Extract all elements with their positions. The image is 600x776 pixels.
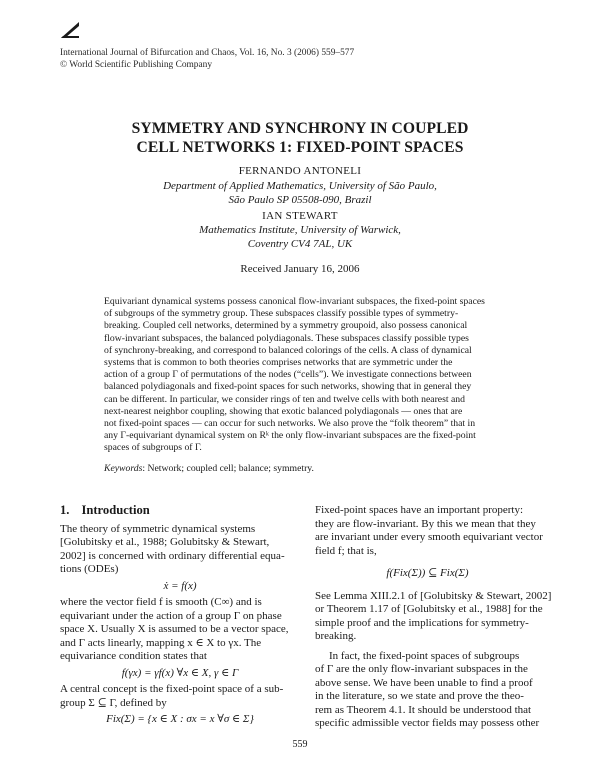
equation: Fix(Σ) = {x ∈ X : σx = x ∀σ ∈ Σ} bbox=[106, 713, 254, 725]
spacer bbox=[315, 558, 540, 564]
abstract-line: of synchrony-breaking, and correspond to balanced colorings of the cells. A class of dynamical bbox=[104, 344, 472, 356]
author-affiliation bbox=[0, 224, 600, 251]
body-line: rem as Theorem 4.1. It should be understood that bbox=[315, 703, 532, 716]
affiliation-line: Mathematics Institute, University of Warwick, bbox=[199, 224, 401, 236]
abstract-line: balanced polydiagonals and fixed-point spaces for such networks, showing that in general they bbox=[104, 381, 472, 393]
title-line-1: SYMMETRY AND SYNCHRONY IN COUPLED bbox=[131, 120, 469, 137]
abstract-line: action of a group Γ of permutations of the nodes (“cells”). We investigate connections between bbox=[104, 369, 472, 381]
body-line: See Lemma XIII.2.1 of [Golubitsky & Stewart, 2002] bbox=[315, 589, 552, 602]
body-line: tions (ODEs) bbox=[60, 563, 119, 575]
section-number: 1. bbox=[60, 503, 70, 517]
title-line-2: CELL NETWORKS 1: FIXED-POINT SPACES bbox=[136, 138, 464, 156]
abstract-line: flow-invariant subspaces, the balanced polydiagonals. These subspaces classify possible types bbox=[104, 332, 469, 344]
right-column bbox=[315, 504, 552, 731]
abstract-line: next-nearest neighbor coupling, showing that exotic balanced polydiagonals — ones that are bbox=[104, 405, 463, 417]
author-name: FERNANDO ANTONELI bbox=[238, 165, 362, 177]
abstract-line: systems that is common to both theories comprises networks that are symmetric under the bbox=[104, 357, 453, 369]
abstract-line: spaces of subgroups of Γ. bbox=[104, 442, 202, 454]
abstract-line: breaking. Coupled cell networks, determined by a symmetry groupoid, also possess canonical bbox=[104, 320, 468, 332]
equation: f(Fix(Σ)) ⊆ Fix(Σ) bbox=[386, 567, 469, 579]
journal-header bbox=[60, 48, 354, 72]
received-date: Received January 16, 2006 bbox=[240, 263, 360, 275]
body-line: they are flow-invariant. By this we mean that they bbox=[315, 517, 536, 530]
body-line: of Γ are the only flow-invariant subspaces in the bbox=[315, 663, 528, 675]
body-line: where the vector field f is smooth (C∞) and is bbox=[60, 596, 262, 608]
affiliation-line: Coventry CV4 7AL, UK bbox=[247, 237, 353, 250]
body-line: or Theorem 1.17 of [Golubitsky et al., 1988] for the bbox=[315, 603, 543, 615]
body-line: equivariant under the action of a group Γ on phase bbox=[60, 609, 282, 622]
body-line: breaking. bbox=[315, 630, 357, 642]
abstract-line: can be different. In particular, we consider rings of ten and twelve cells with both nearest and bbox=[104, 393, 465, 405]
copyright-line: © World Scientific Publishing Company bbox=[60, 59, 213, 70]
body-line: field f; that is, bbox=[315, 544, 377, 557]
journal-citation: International Journal of Bifurcation and Chaos, Vol. 16, No. 3 (2006) 559–577 bbox=[60, 48, 355, 58]
equation: ẋ = f(x) bbox=[163, 579, 197, 592]
section-title: Introduction bbox=[81, 503, 150, 517]
section-heading bbox=[60, 504, 300, 518]
body-line: and Γ acts linearly, mapping x ∈ X to γx. The bbox=[60, 636, 262, 649]
abstract-line: any Γ-equivariant dynamical system on Rᵏ the only flow-invariant subspaces are the fixed-point bbox=[104, 430, 476, 442]
keywords-text: : Network; coupled cell; balance; symmetry. bbox=[142, 463, 314, 474]
paper-title bbox=[0, 120, 600, 157]
equation: f(γx) = γf(x) ∀x ∈ X, γ ∈ Γ bbox=[121, 666, 239, 679]
page-number: 559 bbox=[292, 739, 308, 750]
keywords-label: Keywords bbox=[104, 463, 143, 474]
body-line: are invariant under every smooth equivariant vector bbox=[315, 531, 543, 543]
abstract bbox=[104, 296, 496, 455]
affiliation-line: São Paulo SP 05508-090, Brazil bbox=[228, 193, 372, 206]
body-line: space X. Usually X is assumed to be a vector space, bbox=[60, 623, 289, 635]
body-line: In fact, the fixed-point spaces of subgroups bbox=[329, 649, 520, 662]
body-line: specific admissible vector fields may possess other bbox=[315, 717, 540, 729]
body-line: simple proof and the implications for symmetry- bbox=[315, 616, 529, 629]
body-line: A central concept is the fixed-point space of a sub- bbox=[60, 683, 284, 695]
author-affiliation bbox=[0, 180, 600, 207]
keywords bbox=[104, 463, 314, 474]
abstract-line: not fixed-point spaces — can occur for such networks. We also prove the “folk theorem” that in bbox=[104, 418, 476, 430]
abstract-line: Equivariant dynamical systems possess canonical flow-invariant subspaces, the fixed-point spaces bbox=[104, 296, 485, 307]
publisher-logo-icon bbox=[60, 20, 80, 40]
body-line: equivariance condition states that bbox=[60, 650, 207, 662]
body-line: 2002] is concerned with ordinary differential equa- bbox=[60, 549, 285, 562]
body-line: above sense. We have been unable to find a proof bbox=[315, 676, 533, 689]
body-line: [Golubitsky et al., 1988; Golubitsky & Stewart, bbox=[60, 536, 270, 548]
body-line: in the literature, so we state and prove the theo- bbox=[315, 690, 524, 702]
left-column bbox=[60, 504, 300, 730]
body-line: Fixed-point spaces have an important property: bbox=[315, 504, 524, 516]
body-line: group Σ ⊆ Γ, defined by bbox=[60, 696, 167, 709]
author-name: IAN STEWART bbox=[262, 210, 338, 222]
body-line: The theory of symmetric dynamical systems bbox=[60, 522, 256, 535]
affiliation-line: Department of Applied Mathematics, University of São Paulo, bbox=[163, 180, 437, 192]
abstract-line: of subgroups of the symmetry group. These subspaces classify possible types of symmetry- bbox=[104, 308, 459, 320]
